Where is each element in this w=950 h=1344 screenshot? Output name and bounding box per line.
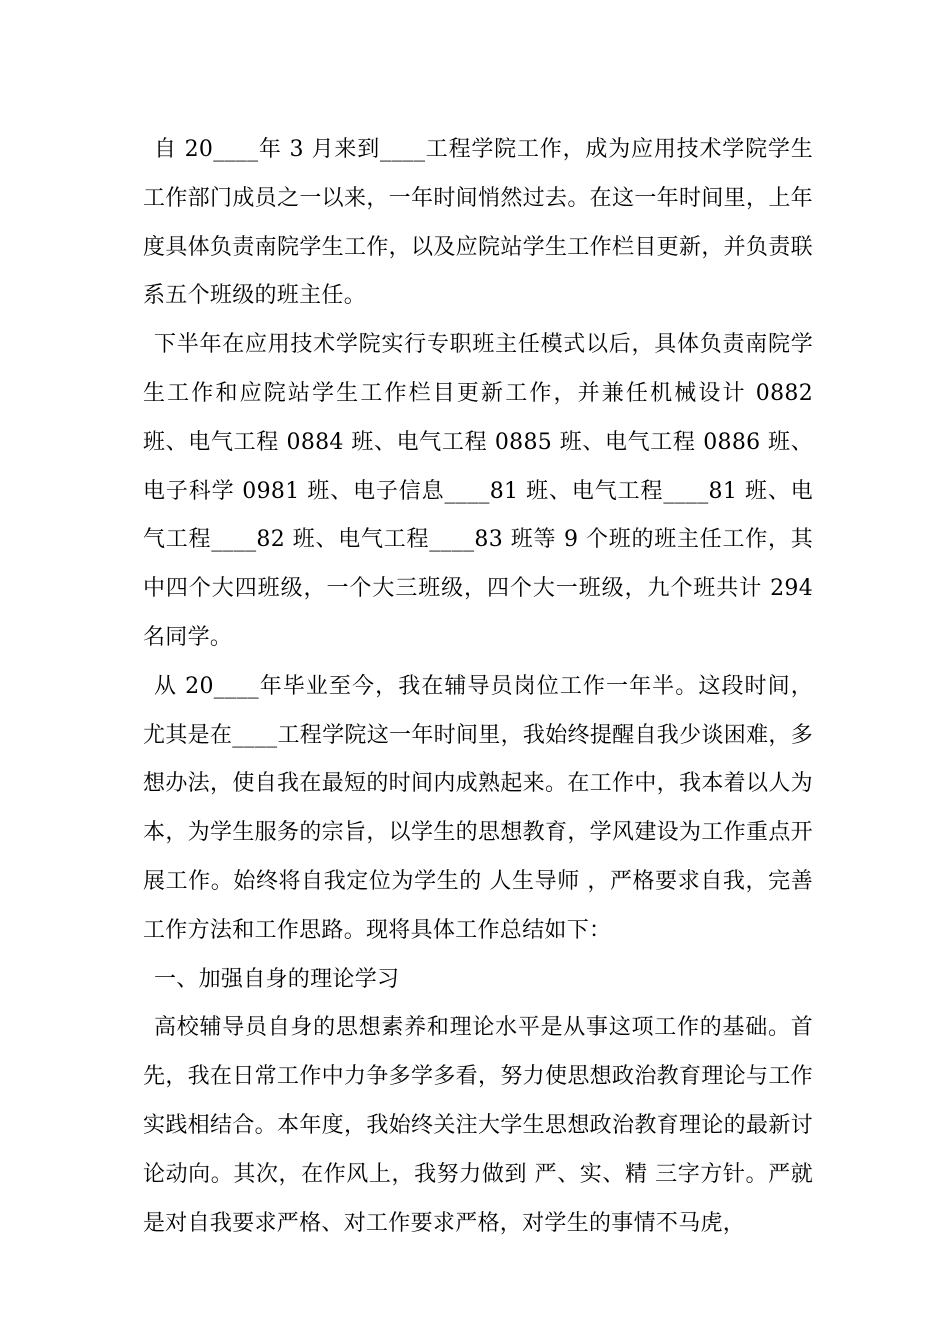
section-heading: 一、加强自身的理论学习 (154, 966, 400, 992)
paragraph-theory-study: 高校辅导员自身的思想素养和理论水平是从事这项工作的基础。首先，我在日常工作中力争多学多看，努力使思想政治教育理论与工作实践相结合。本年度，我始终关注大学生思想政治教育理论的最新讨论动向。其次，在作风上，我努力做到 严、实、精 三字方针。严就是对自我要求严格、对工作要求严格，对学生的事情不马虎， (143, 1015, 813, 1236)
document-body (143, 126, 813, 1248)
paragraph-intro: 自 20____年 3 月来到____工程学院工作，成为应用技术学院学生工作部门成员之一以来，一年时间悄然过去。在这一年时间里，上年度具体负责南院学生工作，以及应院站学生工作栏目更新，并负责联系五个班级的班主任。 (143, 137, 813, 309)
paragraph-second-half-year: 下半年在应用技术学院实行专职班主任模式以后，具体负责南院学生工作和应院站学生工作栏目更新工作，并兼任机械设计 0882 班、电气工程 0884 班、电气工程 0885 班、电气工程 0886 班、电子科学 0981 班、电子信息____81 班、电气工程____81 班、电气工程____82 班、电气工程____83 班等 9 个班的班主任工作，其中四个大四班级，一个大三班级，四个大一班级，九个班共计 294 名同学。 (143, 332, 813, 650)
paragraph-counselor-experience: 从 20____年毕业至今，我在辅导员岗位工作一年半。这段时间，尤其是在____工程学院这一年时间里，我始终提醒自我少谈困难，多想办法，使自我在最短的时间内成熟起来。在工作中，我本着以人为本，为学生服务的宗旨，以学生的思想教育，学风建设为工作重点开展工作。始终将自我定位为学生的 人生导师 ，严格要求自我，完善工作方法和工作思路。现将具体工作总结如下： (143, 673, 813, 943)
